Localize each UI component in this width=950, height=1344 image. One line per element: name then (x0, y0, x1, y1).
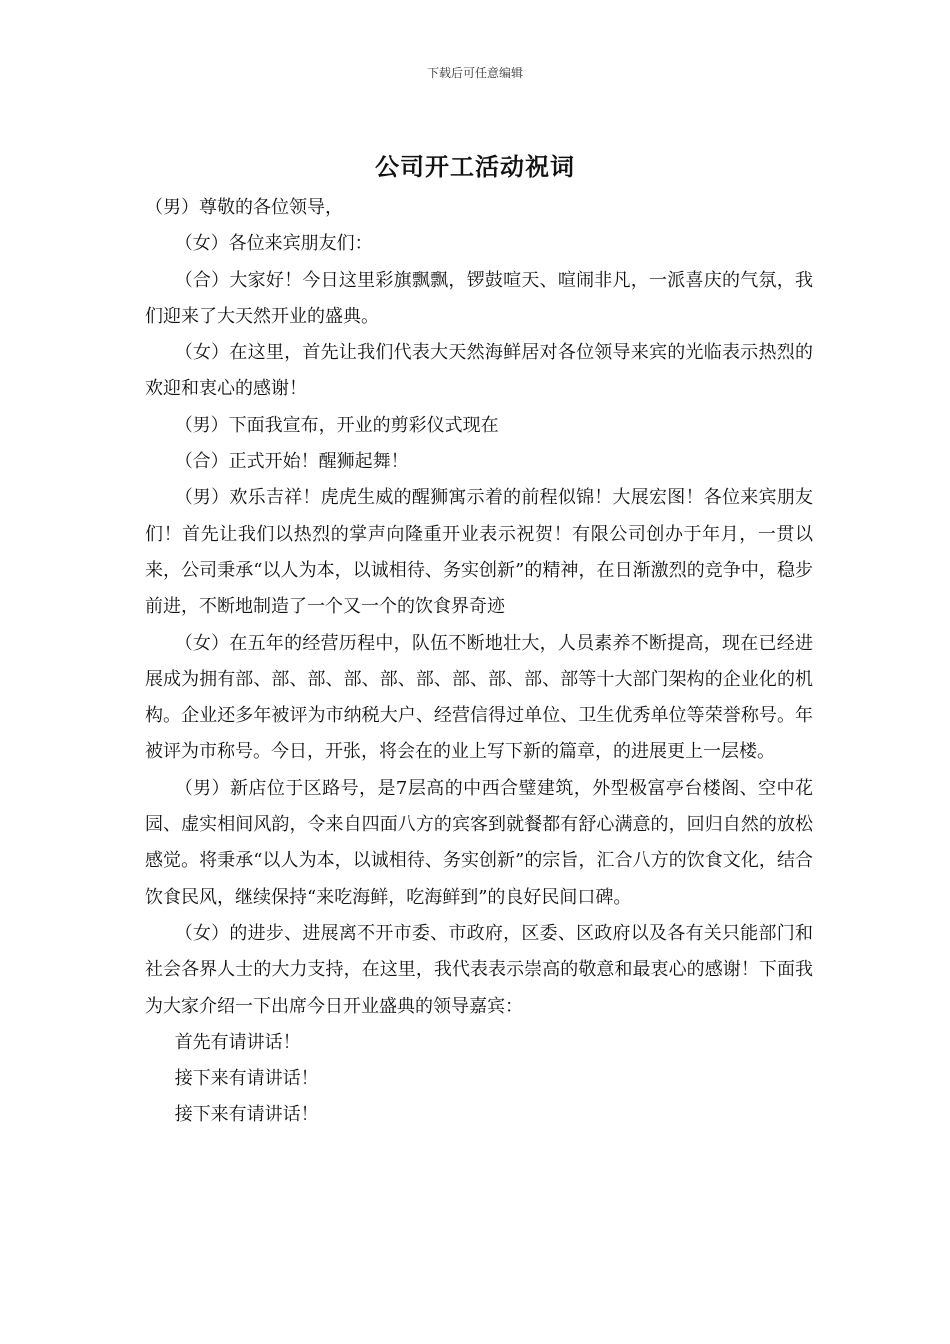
paragraph: （女）的进步、进展离不开市委、市政府，区委、区政府以及各有关只能部门和社会各界人士的大力支持，在这里，我代表表示崇高的敬意和最衷心的感谢！下面我为大家介绍一下出席今日开业盛典的领导嘉宾： (145, 922, 813, 1017)
page-header-note: 下载后可任意编辑 (426, 66, 523, 80)
paragraph: （合）正式开始！醒狮起舞！ (174, 451, 409, 473)
paragraph: （男）新店位于区路号，是7层高的中西合璧建筑，外型极富亭台楼阁、空中花园、虚实相间风韵，令来自四面八方的宾客到就餐都有舒心满意的，回归自然的放松感觉。将秉承“以人为本，以诚相待、务实创新”的宗旨，汇合八方的饮食文化，结合饮食民风，继续保持“来吃海鲜，吃海鲜到”的良好民间口碑。 (145, 777, 813, 908)
paragraph: （女）各位来宾朋友们： (174, 233, 373, 255)
document-body (145, 190, 813, 1134)
document-title: 公司开工活动祝词 (375, 152, 575, 181)
paragraph: 接下来有请讲话！ (174, 1104, 319, 1126)
paragraph: （男）尊敬的各位领导， (145, 197, 343, 218)
paragraph: （女）在这里，首先让我们代表大天然海鲜居对各位领导来宾的光临表示热烈的欢迎和衷心的感谢！ (145, 342, 813, 400)
paragraph: （女）在五年的经营历程中，队伍不断地壮大，人员素养不断提高，现在已经进展成为拥有部、部、部、部、部、部、部、部、部、部等十大部门架构的企业化的机构。企业还多年被评为市纳税大户、经营信得过单位、卫生优秀单位等荣誉称号。年被评为市称号。今日，开张，将会在的业上写下新的篇章，的进展更上一层楼。 (145, 632, 813, 763)
paragraph: （男）下面我宣布，开业的剪彩仪式现在 (174, 414, 499, 436)
paragraph: （合）大家好！今日这里彩旗飘飘，锣鼓喧天、喧闹非凡，一派喜庆的气氛，我们迎来了大天然开业的盛典。 (145, 269, 813, 327)
paragraph: （男）欢乐吉祥！虎虎生威的醒狮寓示着的前程似锦！大展宏图！各位来宾朋友们！首先让我们以热烈的掌声向隆重开业表示祝贺！有限公司创办于年月，一贯以来，公司秉承“以人为本，以诚相待、务实创新”的精神，在日渐激烈的竞争中，稳步前进，不断地制造了一个又一个的饮食界奇迹 (145, 487, 813, 618)
paragraph: 接下来有请讲话！ (174, 1068, 319, 1090)
paragraph: 首先有请讲话！ (174, 1031, 301, 1053)
